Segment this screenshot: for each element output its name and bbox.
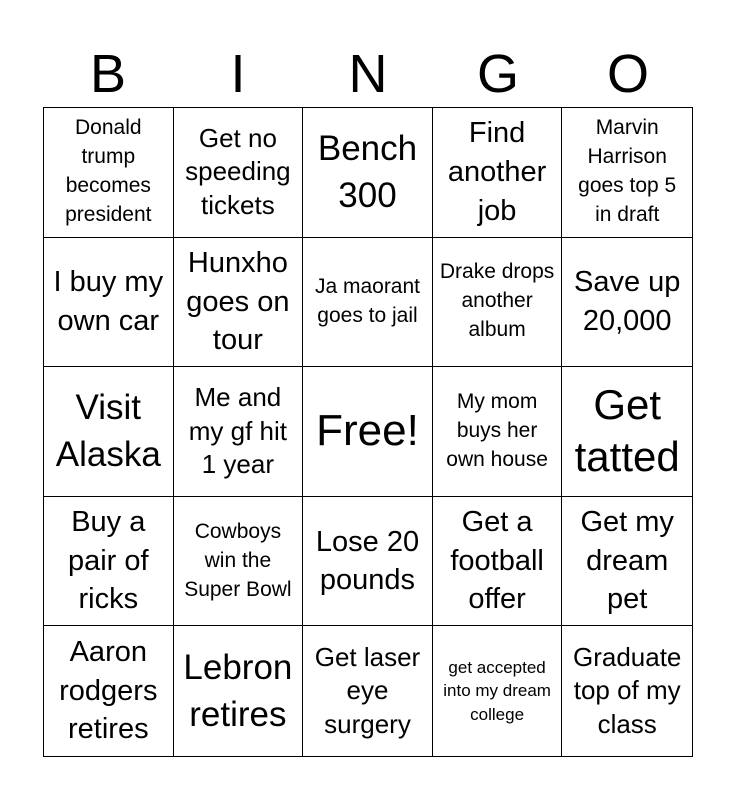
bingo-cell-text: Me and my gf hit 1 year: [188, 381, 288, 480]
header-letter-b: B: [89, 44, 127, 104]
bingo-cell-text: Visit Alaska: [55, 388, 161, 475]
bingo-cell-text: Buy a pair of ricks: [67, 506, 149, 616]
bingo-cell[interactable]: [44, 238, 174, 368]
bingo-cell-text: Marvin Harrison goes top 5 in draft: [578, 116, 677, 227]
bingo-cell[interactable]: [562, 626, 692, 756]
bingo-cell[interactable]: [562, 238, 692, 368]
bingo-cell[interactable]: [303, 238, 433, 368]
bingo-cell[interactable]: [44, 367, 174, 497]
bingo-cell-text: Bench 300: [317, 129, 418, 216]
bingo-cell-text: Drake drops another album: [439, 260, 555, 342]
bingo-cell[interactable]: [562, 497, 692, 627]
bingo-cell-text: Lebron retires: [183, 647, 293, 735]
bingo-cell-text: Graduate top of my class: [572, 641, 682, 740]
free-space-cell[interactable]: [303, 367, 433, 497]
bingo-cell-text: Hunxho goes on tour: [186, 247, 290, 357]
bingo-cell[interactable]: [433, 367, 563, 497]
bingo-cell-text: get accepted into my dream college: [443, 658, 551, 724]
free-space-text: Free!: [316, 406, 419, 456]
bingo-cell[interactable]: [44, 108, 174, 238]
bingo-cell[interactable]: [562, 108, 692, 238]
bingo-cell[interactable]: [44, 626, 174, 756]
header-letter-o: O: [606, 44, 649, 104]
bingo-cell[interactable]: [174, 367, 304, 497]
bingo-cell-text: Lose 20 pounds: [315, 525, 420, 597]
bingo-cell-text: Find another job: [447, 117, 547, 227]
bingo-cell[interactable]: [44, 497, 174, 627]
bingo-cell-text: Aaron rodgers retires: [59, 636, 158, 746]
bingo-cell-text: Ja maorant goes to jail: [314, 274, 421, 327]
header-letter-g: G: [476, 44, 519, 104]
bingo-cell-text: Get my dream pet: [580, 506, 674, 616]
bingo-cell[interactable]: [303, 497, 433, 627]
bingo-cell-text: I buy my own car: [53, 266, 164, 337]
bingo-cell[interactable]: [174, 626, 304, 756]
bingo-cell-text: Cowboys win the Super Bowl: [184, 519, 292, 601]
bingo-cell[interactable]: [562, 367, 692, 497]
bingo-cell[interactable]: [433, 497, 563, 627]
bingo-cell-text: Get tatted: [574, 380, 680, 481]
header-letter-i: I: [230, 44, 246, 104]
bingo-cell[interactable]: [174, 108, 304, 238]
bingo-cell[interactable]: [174, 238, 304, 368]
bingo-cell[interactable]: [433, 108, 563, 238]
bingo-header: [43, 40, 693, 108]
bingo-cell[interactable]: [303, 626, 433, 756]
bingo-cell-text: Donald trump becomes president: [65, 116, 152, 227]
header-letter-n: N: [348, 44, 388, 104]
bingo-cell[interactable]: [174, 497, 304, 627]
bingo-cell[interactable]: [303, 108, 433, 238]
bingo-cell-text: My mom buys her own house: [446, 390, 548, 471]
bingo-cell-text: Get no speeding tickets: [185, 122, 291, 221]
bingo-board: [43, 107, 693, 757]
bingo-cell[interactable]: [433, 238, 563, 368]
bingo-cell-text: Get a football offer: [450, 506, 544, 616]
bingo-cell[interactable]: [433, 626, 563, 756]
bingo-cell-text: Get laser eye surgery: [314, 641, 421, 740]
bingo-cell-text: Save up 20,000: [573, 266, 681, 337]
